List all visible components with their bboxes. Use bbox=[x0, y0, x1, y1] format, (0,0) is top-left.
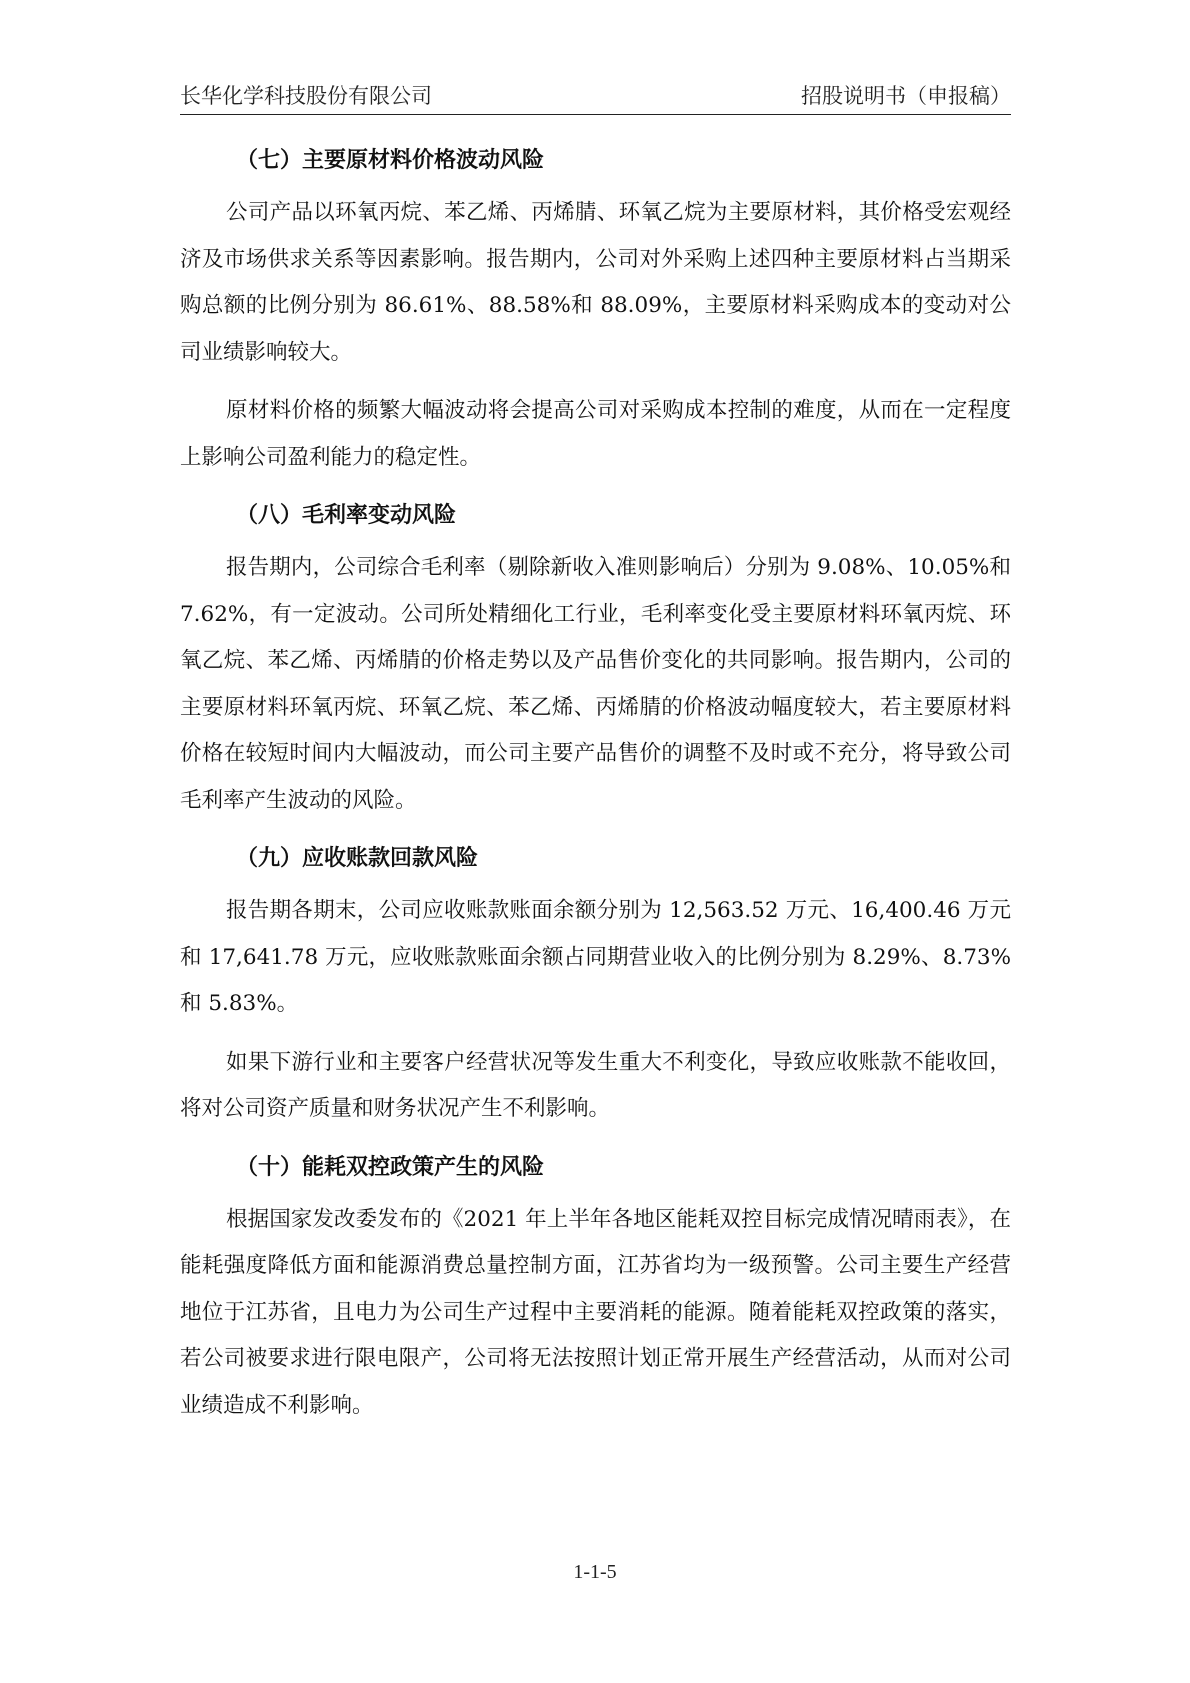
paragraph: 报告期各期末，公司应收账款账面余额分别为 12,563.52 万元、16,400.46 万元和 17,641.78 万元，应收账款账面余额占同期营业收入的比例分别为 8.29%、8.73%和 5.83%。 bbox=[180, 898, 1011, 1016]
page-content bbox=[180, 138, 1011, 1441]
section-heading: （七）主要原材料价格波动风险 bbox=[236, 148, 545, 173]
page-number: 1-1-5 bbox=[573, 1561, 617, 1583]
page-header bbox=[180, 80, 1011, 115]
section-gross-margin-risk bbox=[180, 493, 1011, 824]
paragraph: 公司产品以环氧丙烷、苯乙烯、丙烯腈、环氧乙烷为主要原材料，其价格受宏观经济及市场供求关系等因素影响。报告期内，公司对外采购上述四种主要原材料占当期采购总额的比例分别为 86.61%、88.58%和 88.09%，主要原材料采购成本的变动对公司业绩影响较大。 bbox=[180, 200, 1011, 365]
section-heading: （八）毛利率变动风险 bbox=[236, 503, 457, 528]
paragraph: 原材料价格的频繁大幅波动将会提高公司对采购成本控制的难度，从而在一定程度上影响公司盈利能力的稳定性。 bbox=[180, 398, 1011, 470]
header-document-title: 招股说明书（申报稿） bbox=[801, 84, 1011, 108]
section-receivables-risk bbox=[180, 836, 1011, 1133]
section-energy-policy-risk bbox=[180, 1145, 1011, 1430]
paragraph: 根据国家发改委发布的《2021 年上半年各地区能耗双控目标完成情况晴雨表》，在能耗强度降低方面和能源消费总量控制方面，江苏省均为一级预警。公司主要生产经营地位于江苏省，且电力为公司生产过程中主要消耗的能源。随着能耗双控政策的落实，若公司被要求进行限电限产，公司将无法按照计划正常开展生产经营活动，从而对公司业绩造成不利影响。 bbox=[180, 1206, 1011, 1418]
section-heading: （十）能耗双控政策产生的风险 bbox=[236, 1154, 545, 1180]
header-company-name: 长华化学科技股份有限公司 bbox=[180, 84, 432, 108]
paragraph: 报告期内，公司综合毛利率（剔除新收入准则影响后）分别为 9.08%、10.05%和 7.62%，有一定波动。公司所处精细化工行业，毛利率变化受主要原材料环氧丙烷、环氧乙烷、苯乙烯、丙烯腈的价格走势以及产品售价变化的共同影响。报告期内，公司的主要原材料环氧丙烷、环氧乙烷、苯乙烯、丙烯腈的价格波动幅度较大，若主要原材料价格在较短时间内大幅波动，而公司主要产品售价的调整不及时或不充分，将导致公司毛利率产生波动的风险。 bbox=[180, 555, 1011, 813]
paragraph: 如果下游行业和主要客户经营状况等发生重大不利变化，导致应收账款不能收回，将对公司资产质量和财务状况产生不利影响。 bbox=[180, 1049, 1011, 1121]
section-heading: （九）应收账款回款风险 bbox=[236, 846, 479, 871]
section-raw-material-price-risk bbox=[180, 138, 1011, 481]
